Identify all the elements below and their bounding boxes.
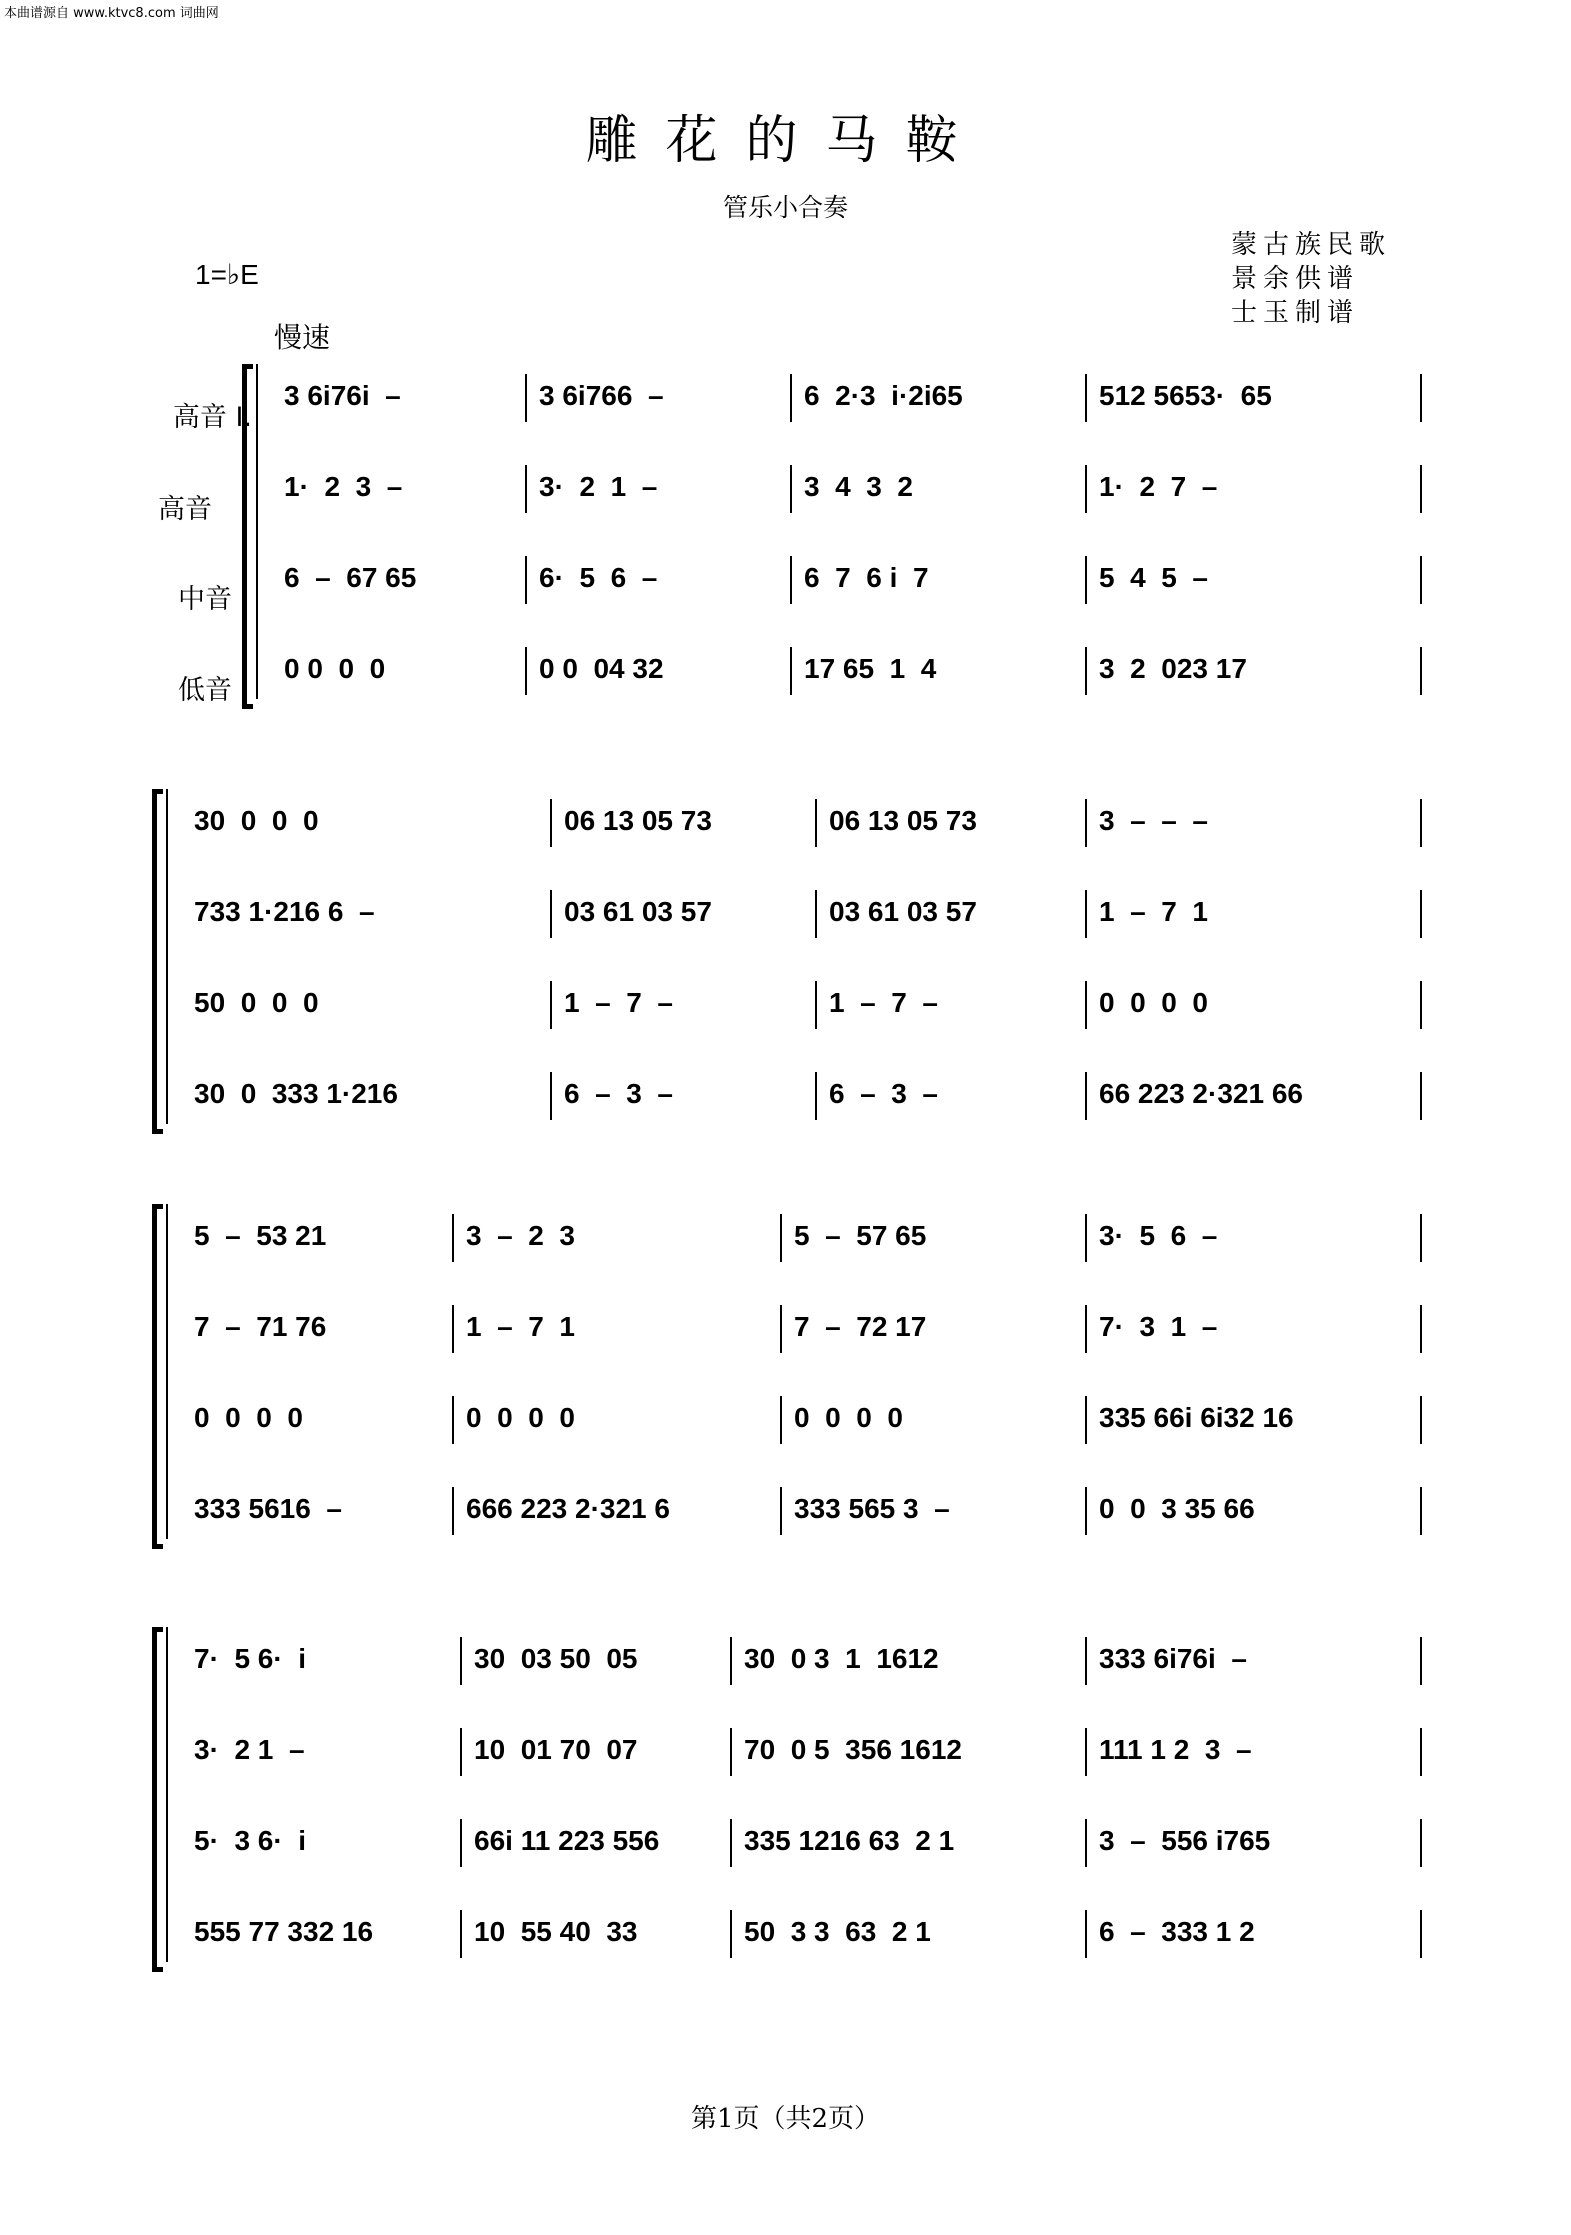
measure-notes: 3 – 2 3 — [466, 1220, 575, 1251]
system-bracket — [152, 1627, 163, 1972]
barline — [730, 1728, 732, 1776]
credit-line: 蒙古族民歌 — [1230, 230, 1391, 260]
measure-notes: 6 – 67 65 — [284, 562, 417, 593]
measure-notes: 512 5653· 65 — [1099, 380, 1272, 411]
barline — [1420, 890, 1422, 938]
barline — [790, 647, 792, 695]
measure-notes: 30 0 333 1·216 — [194, 1078, 398, 1109]
measure-notes: 6 – 3 – — [829, 1078, 938, 1109]
measure-notes: 3 – – – — [1099, 805, 1208, 836]
barline — [1085, 981, 1087, 1029]
measure-notes: 3· 2 1 – — [194, 1734, 305, 1765]
credit-line: 景余供谱 — [1230, 264, 1359, 294]
measure-notes: 1 – 7 – — [829, 987, 938, 1018]
barline — [1420, 465, 1422, 513]
barline — [1420, 1728, 1422, 1776]
barline — [550, 890, 552, 938]
measure-notes: 7· 5 6· i — [194, 1643, 307, 1674]
measure-notes: 5 – 53 21 — [194, 1220, 327, 1251]
barline — [1420, 1487, 1422, 1535]
measure-notes: 5· 3 6· i — [194, 1825, 307, 1856]
system-bracket-line — [166, 1627, 168, 1962]
barline — [1085, 1819, 1087, 1867]
barline — [1085, 890, 1087, 938]
instrument-label: 高音 I. — [172, 402, 252, 433]
measure-notes: 6· 5 6 – — [539, 562, 658, 593]
measure-notes: 7· 3 1 – — [1099, 1311, 1218, 1342]
barline — [815, 890, 817, 938]
measure-notes: 5 4 5 – — [1099, 562, 1208, 593]
barline — [1085, 799, 1087, 847]
measure-notes: 333 5616 – — [194, 1493, 342, 1524]
barline — [1085, 1396, 1087, 1444]
barline — [1420, 1819, 1422, 1867]
measure-notes: 1 – 7 1 — [466, 1311, 575, 1342]
measure-notes: 06 13 05 73 — [564, 805, 712, 836]
barline — [1085, 1637, 1087, 1685]
system-bracket-line — [256, 364, 258, 699]
measure-notes: 03 61 03 57 — [564, 896, 712, 927]
tempo-marking: 慢速 — [274, 321, 331, 354]
measure-notes: 7 – 71 76 — [194, 1311, 327, 1342]
barline — [790, 374, 792, 422]
measure-notes: 0 0 0 0 — [1099, 987, 1208, 1018]
barline — [790, 465, 792, 513]
barline — [525, 556, 527, 604]
barline — [1420, 1637, 1422, 1685]
measure-notes: 30 0 3 1 1612 — [744, 1643, 939, 1674]
barline — [452, 1214, 454, 1262]
barline — [550, 981, 552, 1029]
barline — [460, 1637, 462, 1685]
barline — [1420, 981, 1422, 1029]
barline — [780, 1396, 782, 1444]
measure-notes: 333 6i76i – — [1099, 1643, 1247, 1674]
measure-notes: 70 0 5 356 1612 — [744, 1734, 962, 1765]
barline — [815, 981, 817, 1029]
system-bracket-line — [166, 1204, 168, 1539]
barline — [1420, 799, 1422, 847]
system-bracket — [152, 1204, 163, 1549]
measure-notes: 30 03 50 05 — [474, 1643, 638, 1674]
subtitle: 管乐小合奏 — [722, 193, 848, 222]
barline — [730, 1910, 732, 1958]
measure-notes: 30 0 0 0 — [194, 805, 319, 836]
measure-notes: 03 61 03 57 — [829, 896, 977, 927]
measure-notes: 111 1 2 3 – — [1099, 1734, 1252, 1765]
instrument-label: 低音 — [178, 675, 232, 706]
barline — [525, 465, 527, 513]
page-title: 雕花的马鞍 — [585, 111, 986, 171]
barline — [1420, 1305, 1422, 1353]
measure-notes: 17 65 1 4 — [804, 653, 937, 684]
system-bracket-line — [166, 789, 168, 1124]
credit-line: 士玉制谱 — [1230, 298, 1359, 328]
measure-notes: 333 565 3 – — [794, 1493, 950, 1524]
barline — [1420, 1214, 1422, 1262]
measure-notes: 0 0 04 32 — [539, 653, 664, 684]
barline — [790, 556, 792, 604]
barline — [452, 1396, 454, 1444]
measure-notes: 66 223 2·321 66 — [1099, 1078, 1303, 1109]
instrument-label: 中音 — [178, 584, 232, 615]
barline — [1085, 465, 1087, 513]
barline — [460, 1910, 462, 1958]
measure-notes: 0 0 0 0 — [794, 1402, 903, 1433]
barline — [550, 799, 552, 847]
barline — [1085, 1910, 1087, 1958]
measure-notes: 06 13 05 73 — [829, 805, 977, 836]
measure-notes: 555 77 332 16 — [194, 1916, 374, 1947]
measure-notes: 0 0 0 0 — [466, 1402, 575, 1433]
measure-notes: 1· 2 3 – — [284, 471, 403, 502]
barline — [1085, 1214, 1087, 1262]
barline — [1085, 1487, 1087, 1535]
barline — [1085, 556, 1087, 604]
barline — [815, 1072, 817, 1120]
barline — [780, 1487, 782, 1535]
measure-notes: 3 6i766 – — [539, 380, 664, 411]
measure-notes: 666 223 2·321 6 — [466, 1493, 670, 1524]
barline — [1420, 1396, 1422, 1444]
system-bracket — [242, 364, 253, 709]
measure-notes: 335 66i 6i32 16 — [1099, 1402, 1294, 1433]
source-note: 本曲谱源自 www.ktvc8.com 词曲网 — [4, 6, 219, 21]
page-footer: 第1页（共2页） — [690, 2104, 881, 2134]
measure-notes: 5 – 57 65 — [794, 1220, 927, 1251]
measure-notes: 3 4 3 2 — [804, 471, 913, 502]
measure-notes: 6 2·3 i·2i65 — [804, 380, 963, 411]
measure-notes: 6 – 3 – — [564, 1078, 673, 1109]
measure-notes: 0 0 0 0 — [194, 1402, 303, 1433]
measure-notes: 335 1216 63 2 1 — [744, 1825, 955, 1856]
barline — [452, 1305, 454, 1353]
barline — [1085, 647, 1087, 695]
measure-notes: 1 – 7 – — [564, 987, 673, 1018]
instrument-label: 高音 — [158, 494, 212, 525]
barline — [730, 1637, 732, 1685]
measure-notes: 50 3 3 63 2 1 — [744, 1916, 931, 1947]
measure-notes: 3 6i76i – — [284, 380, 401, 411]
measure-notes: 7 – 72 17 — [794, 1311, 927, 1342]
measure-notes: 1· 2 7 – — [1099, 471, 1218, 502]
barline — [1420, 556, 1422, 604]
barline — [1085, 1072, 1087, 1120]
barline — [1420, 374, 1422, 422]
measure-notes: 733 1·216 6 – — [194, 896, 375, 927]
measure-notes: 0 0 3 35 66 — [1099, 1493, 1255, 1524]
barline — [525, 374, 527, 422]
barline — [1085, 1728, 1087, 1776]
barline — [460, 1819, 462, 1867]
key-signature: 1=♭E — [195, 259, 259, 290]
barline — [1420, 1910, 1422, 1958]
measure-notes: 50 0 0 0 — [194, 987, 319, 1018]
measure-notes: 0 0 0 0 — [284, 653, 386, 684]
measure-notes: 10 01 70 07 — [474, 1734, 638, 1765]
measure-notes: 3· 2 1 – — [539, 471, 658, 502]
credits — [1231, 228, 1391, 330]
barline — [452, 1487, 454, 1535]
measure-notes: 3 – 556 i765 — [1099, 1825, 1271, 1856]
barline — [550, 1072, 552, 1120]
measure-notes: 6 7 6 i 7 — [804, 562, 929, 593]
barline — [460, 1728, 462, 1776]
barline — [1085, 374, 1087, 422]
measure-notes: 6 – 333 1 2 — [1099, 1916, 1255, 1947]
barline — [780, 1305, 782, 1353]
barline — [815, 799, 817, 847]
barline — [525, 647, 527, 695]
barline — [730, 1819, 732, 1867]
system-bracket — [152, 789, 163, 1134]
barline — [1420, 1072, 1422, 1120]
barline — [1085, 1305, 1087, 1353]
measure-notes: 1 – 7 1 — [1099, 896, 1208, 927]
measure-notes: 10 55 40 33 — [474, 1916, 638, 1947]
measure-notes: 3· 5 6 – — [1099, 1220, 1218, 1251]
barline — [780, 1214, 782, 1262]
measure-notes: 3 2 023 17 — [1099, 653, 1247, 684]
measure-notes: 66i 11 223 556 — [474, 1825, 660, 1856]
barline — [1420, 647, 1422, 695]
